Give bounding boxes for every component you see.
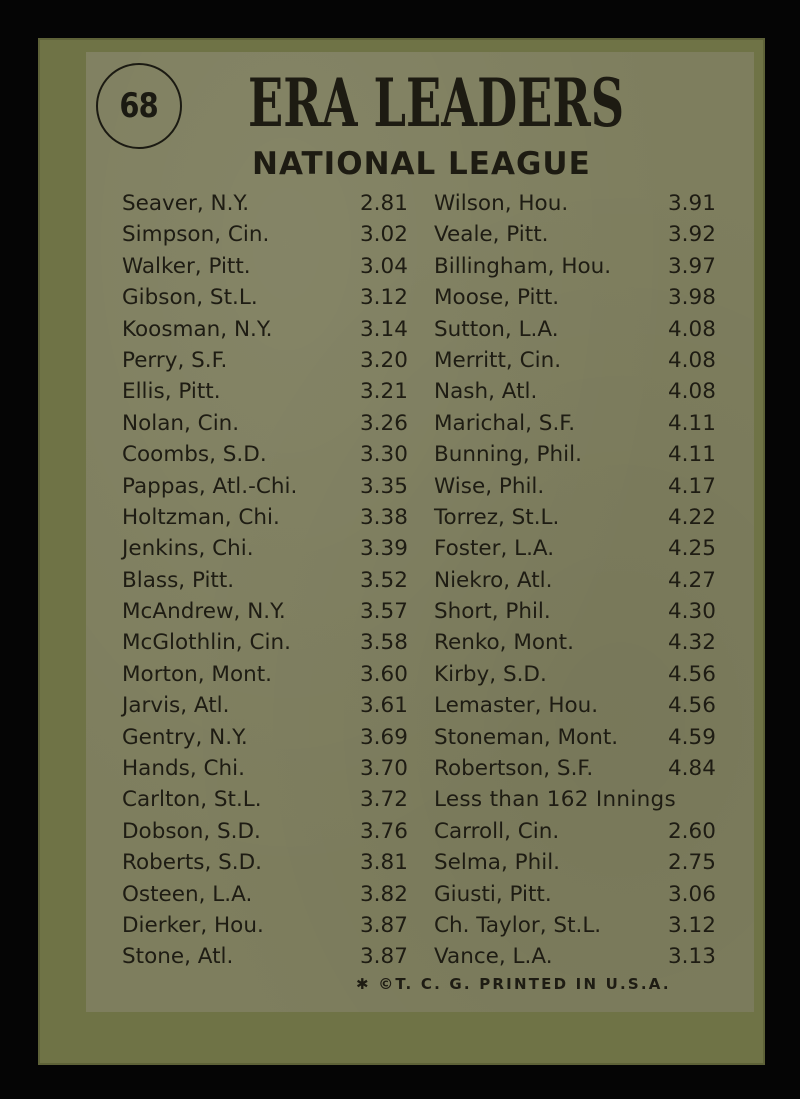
- left-leaders-column: [122, 188, 432, 973]
- leader-row: [122, 941, 432, 972]
- era-value: 3.97: [668, 253, 716, 279]
- era-value: 2.60: [668, 818, 716, 844]
- leader-row: [122, 847, 432, 878]
- leader-row: [434, 345, 744, 376]
- pitcher-name: Dierker, Hou.: [122, 912, 264, 938]
- leader-row: [122, 376, 432, 407]
- pitcher-name: Walker, Pitt.: [122, 253, 251, 279]
- leader-row: [122, 345, 432, 376]
- pitcher-name: McAndrew, N.Y.: [122, 599, 286, 625]
- pitcher-name: Coombs, S.D.: [122, 442, 267, 468]
- leader-row: [434, 314, 744, 345]
- leader-row: [434, 910, 744, 941]
- era-value: 4.56: [668, 661, 716, 687]
- pitcher-name: Selma, Phil.: [434, 850, 561, 876]
- leader-row: [434, 439, 744, 470]
- pitcher-name: Seaver, N.Y.: [122, 191, 250, 216]
- pitcher-name: Stoneman, Mont.: [434, 724, 619, 750]
- leader-row: [434, 282, 744, 313]
- pitcher-name: Perry, S.F.: [122, 347, 228, 373]
- pitcher-name: Sutton, L.A.: [434, 316, 559, 342]
- pitcher-name: Nolan, Cin.: [122, 410, 240, 436]
- leader-row: [122, 439, 432, 470]
- era-value: 3.60: [360, 661, 408, 687]
- leader-row: [122, 690, 432, 721]
- pitcher-name: Torrez, St.L.: [434, 504, 560, 530]
- pitcher-name: Bunning, Phil.: [434, 442, 582, 468]
- era-value: 3.69: [360, 724, 408, 750]
- pitcher-name: Simpson, Cin.: [122, 222, 270, 248]
- era-value: 3.39: [360, 536, 408, 562]
- era-value: 4.11: [668, 410, 716, 436]
- era-value: 3.13: [668, 944, 716, 970]
- pitcher-name: Wise, Phil.: [434, 473, 545, 499]
- pitcher-name: Kirby, S.D.: [434, 661, 547, 687]
- era-value: 4.08: [668, 316, 716, 342]
- pitcher-name: Niekro, Atl.: [434, 567, 553, 593]
- section-heading-row: [434, 784, 744, 815]
- era-value: 3.35: [360, 473, 408, 499]
- leader-row: [434, 565, 744, 596]
- era-value: 4.17: [668, 473, 716, 499]
- leader-row: [434, 753, 744, 784]
- leader-row: [122, 784, 432, 815]
- leader-row: [434, 596, 744, 627]
- leader-row: [122, 533, 432, 564]
- era-value: 4.59: [668, 724, 716, 750]
- era-value: 4.30: [668, 599, 716, 625]
- leader-row: [122, 627, 432, 658]
- pitcher-name: Osteen, L.A.: [122, 881, 253, 907]
- pitcher-name: Robertson, S.F.: [434, 756, 594, 782]
- pitcher-name: Gentry, N.Y.: [122, 724, 248, 750]
- pitcher-name: Dobson, S.D.: [122, 818, 261, 844]
- pitcher-name: Holtzman, Chi.: [122, 504, 280, 530]
- era-value: 3.26: [360, 410, 408, 436]
- pitcher-name: McGlothlin, Cin.: [122, 630, 291, 656]
- less-than-162-innings-heading: Less than 162 Innings: [434, 787, 676, 813]
- leader-row: [122, 471, 432, 502]
- leader-row: [434, 722, 744, 753]
- pitcher-name: Veale, Pitt.: [434, 222, 549, 248]
- leader-row: [434, 690, 744, 721]
- leader-row: [122, 879, 432, 910]
- era-value: 3.12: [668, 912, 716, 938]
- era-value: 3.92: [668, 222, 716, 248]
- era-value: 3.61: [360, 693, 408, 719]
- leader-row: [434, 533, 744, 564]
- era-value: 3.52: [360, 567, 408, 593]
- leader-row: [434, 219, 744, 250]
- leader-row: [434, 627, 744, 658]
- era-value: 3.72: [360, 787, 408, 813]
- pitcher-name: Renko, Mont.: [434, 630, 574, 656]
- leader-row: [434, 816, 744, 847]
- leader-row: [122, 251, 432, 282]
- leader-row: [122, 596, 432, 627]
- pitcher-name: Pappas, Atl.-Chi.: [122, 473, 298, 499]
- pitcher-name: Vance, L.A.: [434, 944, 553, 970]
- era-value: 3.38: [360, 504, 408, 530]
- pitcher-name: Morton, Mont.: [122, 661, 273, 687]
- leader-row: [434, 879, 744, 910]
- pitcher-name: Ch. Taylor, St.L.: [434, 912, 602, 938]
- era-value: 4.08: [668, 379, 716, 405]
- era-value: 3.57: [360, 599, 408, 625]
- leader-row: [434, 502, 744, 533]
- pitcher-name: Ellis, Pitt.: [122, 379, 221, 405]
- pitcher-name: Roberts, S.D.: [122, 850, 263, 876]
- era-value: 3.98: [668, 285, 716, 311]
- pitcher-name: Carlton, St.L.: [122, 787, 262, 813]
- era-value: 3.82: [360, 881, 408, 907]
- pitcher-name: Carroll, Cin.: [434, 818, 560, 844]
- leader-row: [122, 659, 432, 690]
- era-value: 3.58: [360, 630, 408, 656]
- pitcher-name: Gibson, St.L.: [122, 285, 258, 311]
- leader-row: [122, 565, 432, 596]
- pitcher-name: Moose, Pitt.: [434, 285, 560, 311]
- era-value: 3.14: [360, 316, 408, 342]
- leader-row: [122, 219, 432, 250]
- pitcher-name: Jenkins, Chi.: [122, 536, 254, 562]
- era-value: 3.87: [360, 944, 408, 970]
- card-subtitle: NATIONAL LEAGUE: [252, 146, 591, 182]
- card-number: 68: [119, 86, 159, 126]
- leader-row: [122, 314, 432, 345]
- pitcher-name: Billingham, Hou.: [434, 253, 612, 279]
- leader-row: [434, 376, 744, 407]
- leader-row: [122, 722, 432, 753]
- leader-row: [434, 471, 744, 502]
- pitcher-name: Short, Phil.: [434, 599, 551, 625]
- pitcher-name: Wilson, Hou.: [434, 191, 569, 216]
- era-value: 4.56: [668, 693, 716, 719]
- era-value: 3.30: [360, 442, 408, 468]
- leader-row: [434, 188, 744, 219]
- pitcher-name: Koosman, N.Y.: [122, 316, 273, 342]
- era-value: 4.84: [668, 756, 716, 782]
- era-value: 3.21: [360, 379, 408, 405]
- pitcher-name: Nash, Atl.: [434, 379, 538, 405]
- leader-row: [122, 502, 432, 533]
- leader-row: [434, 659, 744, 690]
- era-value: 3.81: [360, 850, 408, 876]
- card-number-badge: [96, 63, 182, 149]
- copyright-footer: ✱ ©T. C. G. PRINTED IN U.S.A.: [356, 975, 671, 993]
- leader-row: [122, 910, 432, 941]
- pitcher-name: Jarvis, Atl.: [122, 693, 230, 719]
- era-value: 3.06: [668, 881, 716, 907]
- leader-row: [122, 282, 432, 313]
- era-value: 3.91: [668, 191, 716, 216]
- leader-row: [434, 408, 744, 439]
- leader-row: [122, 188, 432, 219]
- era-value: 3.12: [360, 285, 408, 311]
- leader-row: [434, 941, 744, 972]
- era-value: 4.08: [668, 347, 716, 373]
- pitcher-name: Merritt, Cin.: [434, 347, 562, 373]
- pitcher-name: Hands, Chi.: [122, 756, 245, 782]
- pitcher-name: Foster, L.A.: [434, 536, 555, 562]
- pitcher-name: Giusti, Pitt.: [434, 881, 552, 907]
- era-value: 4.25: [668, 536, 716, 562]
- era-value: 4.11: [668, 442, 716, 468]
- era-value: 3.87: [360, 912, 408, 938]
- leader-row: [434, 847, 744, 878]
- era-value: 4.27: [668, 567, 716, 593]
- era-value: 3.04: [360, 253, 408, 279]
- leader-row: [122, 816, 432, 847]
- era-value: 3.20: [360, 347, 408, 373]
- card-title: ERA LEADERS: [248, 64, 625, 142]
- era-value: 2.75: [668, 850, 716, 876]
- leader-row: [122, 753, 432, 784]
- era-value: 3.02: [360, 222, 408, 248]
- leader-row: [434, 251, 744, 282]
- leader-row: [122, 408, 432, 439]
- era-value: 3.76: [360, 818, 408, 844]
- era-value: 3.70: [360, 756, 408, 782]
- era-value: 2.81: [360, 191, 408, 216]
- era-value: 4.22: [668, 504, 716, 530]
- pitcher-name: Stone, Atl.: [122, 944, 234, 970]
- era-value: 4.32: [668, 630, 716, 656]
- pitcher-name: Blass, Pitt.: [122, 567, 235, 593]
- pitcher-name: Marichal, S.F.: [434, 410, 576, 436]
- right-leaders-column: [434, 188, 744, 973]
- pitcher-name: Lemaster, Hou.: [434, 693, 599, 719]
